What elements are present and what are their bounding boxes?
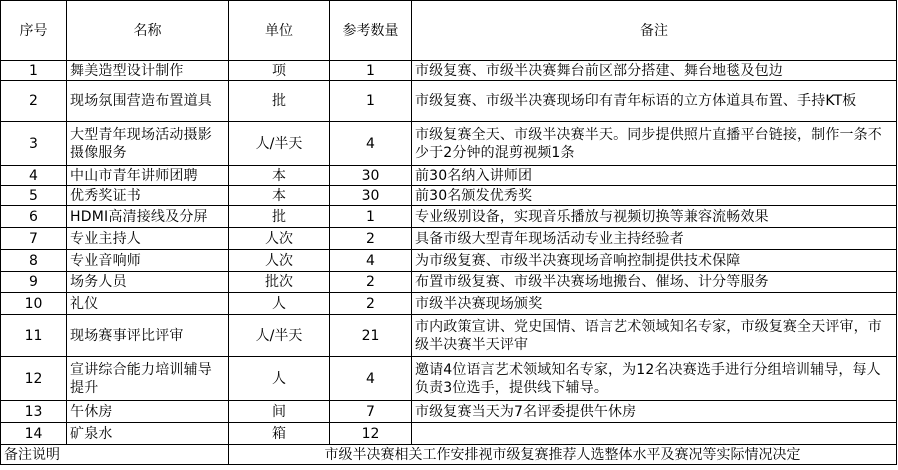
header-unit[interactable]: 单位 [229,1,330,61]
table-row [1,357,897,401]
cell-name[interactable]: 礼仪 [67,293,229,315]
table-row [1,423,897,445]
cell-quantity[interactable]: 7 [330,401,412,423]
cell-index[interactable]: 5 [1,186,67,206]
table-row [1,61,897,81]
cell-index[interactable]: 14 [1,423,67,445]
cell-remark[interactable] [412,423,897,445]
cell-unit[interactable]: 本 [229,166,330,186]
cell-name[interactable]: 专业主持人 [67,228,229,250]
cell-remark[interactable]: 专业级别设备，实现音乐播放与视频切换等兼容流畅效果 [412,206,897,228]
cell-remark[interactable]: 布置市级复赛、市级半决赛场地搬台、催场、计分等服务 [412,272,897,293]
cell-quantity[interactable]: 2 [330,272,412,293]
cell-remark[interactable]: 市级半决赛现场颁奖 [412,293,897,315]
cell-remark[interactable]: 前30名颁发优秀奖 [412,186,897,206]
table-row [1,122,897,166]
cell-unit[interactable]: 批 [229,206,330,228]
header-index[interactable]: 序号 [1,1,67,61]
cell-unit[interactable]: 人 [229,293,330,315]
table-row [1,186,897,206]
cell-index[interactable]: 11 [1,315,67,357]
cell-remark[interactable]: 为市级复赛、市级半决赛现场音响控制提供技术保障 [412,250,897,272]
cell-index[interactable]: 6 [1,206,67,228]
cell-index[interactable]: 10 [1,293,67,315]
cell-unit[interactable]: 本 [229,186,330,206]
cell-name[interactable]: 优秀奖证书 [67,186,229,206]
cell-unit[interactable]: 人次 [229,250,330,272]
cell-index[interactable]: 8 [1,250,67,272]
cell-name[interactable]: 矿泉水 [67,423,229,445]
cell-unit[interactable]: 间 [229,401,330,423]
cell-index[interactable]: 3 [1,122,67,166]
table-row [1,81,897,122]
table-row [1,250,897,272]
cell-index[interactable]: 4 [1,166,67,186]
cell-quantity[interactable]: 4 [330,250,412,272]
cell-index[interactable]: 12 [1,357,67,401]
cell-remark[interactable]: 具备市级大型青年现场活动专业主持经验者 [412,228,897,250]
cell-name[interactable]: 专业音响师 [67,250,229,272]
header-name[interactable]: 名称 [67,1,229,61]
cell-name[interactable]: 宣讲综合能力培训辅导提升 [67,357,229,401]
cell-quantity[interactable]: 4 [330,357,412,401]
cell-quantity[interactable]: 2 [330,228,412,250]
header-quantity[interactable]: 参考数量 [330,1,412,61]
cell-name[interactable]: 舞美造型设计制作 [67,61,229,81]
cell-quantity[interactable]: 1 [330,61,412,81]
header-remark[interactable]: 备注 [412,1,897,61]
cell-unit[interactable]: 人次 [229,228,330,250]
cell-remark[interactable]: 市级复赛当天为7名评委提供午休房 [412,401,897,423]
cell-quantity[interactable]: 21 [330,315,412,357]
cell-unit[interactable]: 人/半天 [229,122,330,166]
cell-unit[interactable]: 人 [229,357,330,401]
table-row [1,166,897,186]
cell-remark[interactable]: 市级复赛、市级半决赛现场印有青年标语的立方体道具布置、手持KT板 [412,81,897,122]
cell-index[interactable]: 1 [1,61,67,81]
footer-text[interactable]: 市级半决赛相关工作安排视市级复赛推荐人选整体水平及赛况等实际情况决定 [229,445,897,465]
cell-quantity[interactable]: 30 [330,166,412,186]
cell-index[interactable]: 7 [1,228,67,250]
cell-remark[interactable]: 邀请4位语言艺术领域知名专家，为12名决赛选手进行分组培训辅导，每人负责3位选手，提供线下辅导。 [412,357,897,401]
table-row [1,206,897,228]
cell-name[interactable]: 午休房 [67,401,229,423]
footer-label[interactable]: 备注说明 [1,445,229,465]
cell-index[interactable]: 2 [1,81,67,122]
cell-remark[interactable]: 市级复赛、市级半决赛舞台前区部分搭建、舞台地毯及包边 [412,61,897,81]
cell-name[interactable]: 大型青年现场活动摄影摄像服务 [67,122,229,166]
cell-index[interactable]: 13 [1,401,67,423]
cell-quantity[interactable]: 30 [330,186,412,206]
cell-remark[interactable]: 市内政策宣讲、党史国情、语言艺术领域知名专家，市级复赛全天评审，市级半决赛半天评审 [412,315,897,357]
table-row [1,228,897,250]
cell-remark[interactable]: 前30名纳入讲师团 [412,166,897,186]
cell-name[interactable]: HDMI高清接线及分屏 [67,206,229,228]
cell-name[interactable]: 场务人员 [67,272,229,293]
cell-unit[interactable]: 项 [229,61,330,81]
footer-row [1,445,897,465]
cell-unit[interactable]: 批次 [229,272,330,293]
cell-unit[interactable]: 人/半天 [229,315,330,357]
cell-quantity[interactable]: 4 [330,122,412,166]
cell-unit[interactable]: 箱 [229,423,330,445]
cell-quantity[interactable]: 2 [330,293,412,315]
cell-quantity[interactable]: 1 [330,81,412,122]
cell-name[interactable]: 现场赛事评比评审 [67,315,229,357]
cell-index[interactable]: 9 [1,272,67,293]
header-row [1,1,897,61]
cell-quantity[interactable]: 1 [330,206,412,228]
cell-unit[interactable]: 批 [229,81,330,122]
table-row [1,401,897,423]
table-row [1,272,897,293]
cell-name[interactable]: 中山市青年讲师团聘 [67,166,229,186]
cell-name[interactable]: 现场氛围营造布置道具 [67,81,229,122]
cell-quantity[interactable]: 12 [330,423,412,445]
table-row [1,315,897,357]
cell-remark[interactable]: 市级复赛全天、市级半决赛半天。同步提供照片直播平台链接，制作一条不少于2分钟的混剪视频1条 [412,122,897,166]
table-row [1,293,897,315]
